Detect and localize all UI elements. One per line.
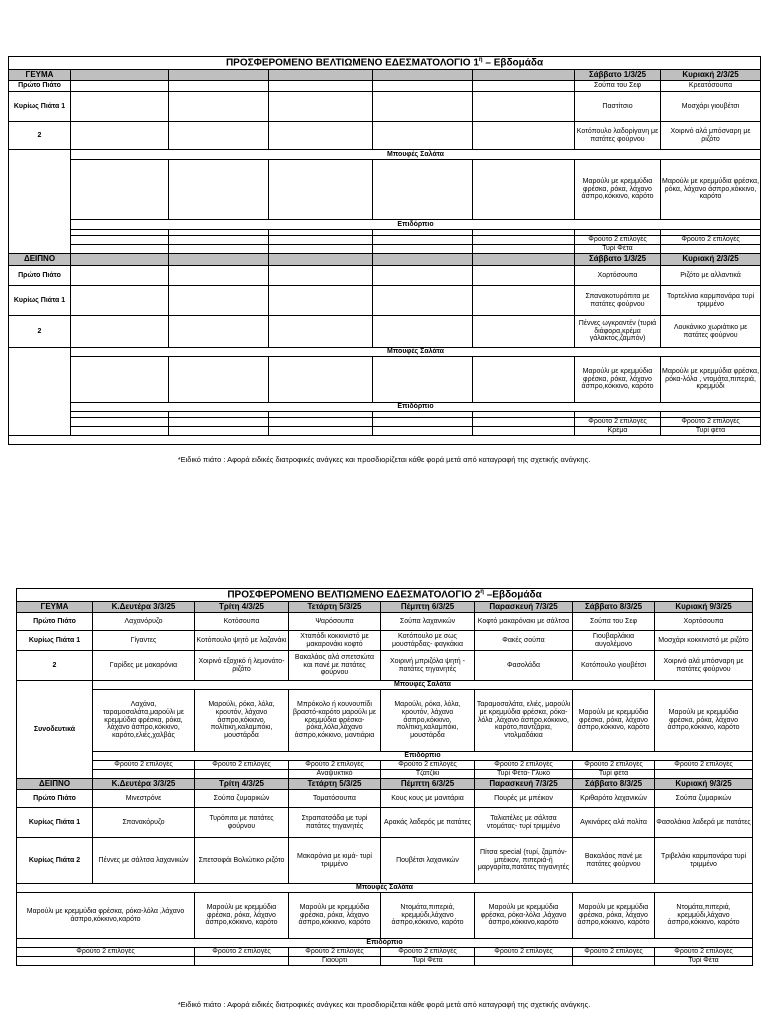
week1-dinner-header: ΔΕΙΠΝΟ Σάββατο 1/3/25 Κυριακή 2/3/25 [9,254,761,266]
week2-lunch-dessert2: Αναψυκτικό Τζατζίκι Τυρί Φέτα- Γλυκό Τυρί φέτα [17,770,753,779]
week1-dinner-dessert1: Φρούτο 2 επιλογές Φρούτο 2 επιλογές [9,418,761,427]
week1-body [9,57,761,445]
week2-title: ΠΡΟΣΦΕΡΟΜΕΝΟ ΒΕΛΤΙΩΜΕΝΟ ΕΔΕΣΜΑΤΟΛΟΓΙΟ $2^\eta$ –Εβδομάδα [17,589,753,602]
week1-dinner-salad-label: Μπουφές Σαλάτα [71,348,761,357]
week2-dinner-dessert-label: Επιδόρπιο [17,939,753,948]
week2-lunch-salad: Λαχάνα, ταραμοσαλάτα,μαρούλι με κρεμμύδια φρέσκα, ρόκα, λάχανο άσπρο,κόκκινο, καρότο,ελιές,χαλβάς Μαρούλι, ρόκα, λόλα, κρουτόν, λάχανο άσπρο,κόκκινο, πολίτικη,καλαμπόκι, μουστάρδα Μπρόκολο ή κουνουπίδι βραστό-καρότο μαρούλι με κρεμμύδια φρέσκα-ρόκα,λόλα,λάχανο άσπρο,κόκκινο, μαντιάρια Μαρούλι, ρόκα, λόλα, κρουτόν, λάχανο άσπρο,κόκκινο, πολίτικη,καλαμπόκι, μουστάρδα Ταραμοσαλάτα, ελιές, μαρούλι με κρεμμύδια φρέσκα, ρόκα-λόλα ,λάχανο άσπρο,κόκκινο, καρότο,παντζάρια, ντολμαδάκια Μαρούλι με κρεμμύδια φρέσκα, ρόκα, λάχανο άσπρο,κόκκινο, καρότο Μαρούλι με κρεμμύδια φρέσκα, ρόκα, λάχανο άσπρο,κόκκινο, καρότο [17,690,753,752]
week2-lunch-side-label: Συνοδευτικά [17,681,93,779]
week2-lunch-first: Πρώτο Πιάτο Λαχανόρυζο Κοτόσουπα Ψαρόσουπα Σούπα λαχανικών Κοφτό μακαρόνακι με σάλτσα Σούπα του Σεφ Χορτόσουπα [17,613,753,631]
week2-body [17,589,753,966]
week1-lunch-salad: Μαρούλι με κρεμμύδια φρέσκα, ρόκα, λάχανο άσπρο,κόκκινο, καρότο Μαρούλι με κρεμμύδια φρέσκα, ρόκα, λάχανο άσπρο,κόκκινο, καρότο [9,160,761,220]
week2-dinner-salad-label: Μπουφές Σαλάτα [17,884,753,893]
week2-dinner-salad: Μαρούλι με κρεμμύδια φρέσκα, ρόκα-λόλα ,λάχανο άσπρο,κόκκινο,καρότο Μαρούλι με κρεμμύδια φρέσκα, ρόκα, λάχανο άσπρο,κόκκινο, καρότο Μαρούλι με κρεμμύδια φρέσκα, ρόκα, λάχανο άσπρο,κόκκινο, καρότο Ντομάτα,πιπεριά, κρεμμύδι,λάχανο άσπρο,κόκκινο, καρότο Μαρούλι με κρεμμύδια φρέσκα, ρόκα-λόλα ,λάχανο άσπρο,κόκκινο,καρότο Μαρούλι με κρεμμύδια φρέσκα, ρόκα, λάχανο άσπρο,κόκκινο, καρότο Ντομάτα,πιπεριά, κρεμμύδι,λάχανο άσπρο,κόκκινο, καρότο [17,893,753,939]
week1-lunch-salad-label: Μπουφές Σαλάτα [71,150,761,160]
menu-table-week-1 [8,56,761,445]
week1-lunch-dessert1: Φρούτο 2 επιλογές Φρούτο 2 επιλογές [9,236,761,245]
week2-dinner-first: Πρώτο Πιάτο Μινεστρόνε Σούπα ζυμαρικών Τοματόσουπα Κους κους με μανιτάρια Πουρές με μπέικον Κριθαρότο λαχανικών Σούπα ζυμαρικών [17,790,753,808]
week1-dinner-main2: 2 Πέννες ωγκραντέν (τυριά διάφορα,κρέμα γάλακτος,ζαμπόν) Λουκάνικο χωριάτικο με πατάτες φούρνου [9,316,761,348]
week1-lunch-dessert-label: Επιδόρπιο [71,220,761,230]
week2-dinner-main1: Κυρίως Πιάτα 1 Σπανακόρυζο Τυρόπιτα με πατάτες φούρνου Στραπατσάδα με τυρί πατάτες τηγανητές Αρακάς λαδερός με πατάτες Ταλιατέλες με σάλτσα ντομάτας- τυρί τριμμένο Αγκινάρες αλά πολίτα Φασολάκια λαδερά με πατάτες [17,808,753,838]
week1-dinner-first: Πρώτο Πιάτο Χορτόσουπα Ριζότο με αλλαντικά [9,266,761,286]
week2-lunch-dessert1: Φρούτο 2 επιλογές Φρούτο 2 επιλογές Φρούτο 2 επιλογές Φρούτο 2 επιλογές Φρούτο 2 επιλογές Φρούτο 2 επιλογές Φρούτο 2 επιλογές [17,761,753,770]
week2-dinner-dessert2: Γιαούρτι Τυρί Φέτα Τυρί Φέτα [17,957,753,966]
week1-lunch-main2: 2 Κοτόπουλο λαδορίγανη με πατάτες φούρνου Χοιρινό αλά μπόσναρη με ριζότο [9,122,761,150]
week1-dinner-dessert2: Κρέμα Τυρί φέτα [9,427,761,436]
week2-lunch-dessert-label: Επιδόρπιο [93,752,753,761]
week1-footnote: *Ειδικό πιάτο : Αφορά ειδικές διατροφικές ανάγκες και προσδιορίζεται κάθε φορά μετά από καταγραφή της σχετικής ανάγκης. [177,455,591,464]
week1-dinner-salad: Μαρούλι με κρεμμύδια φρέσκα, ρόκα, λάχανο άσπρο,κόκκινο, καρότο Μαρούλι με κρεμμύδια φρέσκα, ρόκα-λόλα , ντομάτα,πιπεριά, κρεμμύδι [9,357,761,403]
week1-dinner-main1: Κυρίως Πιάτα 1 Σπανακοτυρόπιτα με πατάτες φούρνου Τορτελίνια καρμπονάρα τυρί τριμμένο [9,286,761,316]
week2-footnote: *Ειδικό πιάτο : Αφορά ειδικές διατροφικές ανάγκες και προσδιορίζεται κάθε φορά μετά από καταγραφή της σχετικής ανάγκης. [177,1000,591,1009]
week1-title: ΠΡΟΣΦΕΡΟΜΕΝΟ ΒΕΛΤΙΩΜΕΝΟ ΕΔΕΣΜΑΤΟΛΟΓΙΟ $1^\eta$ – Εβδομάδα [9,57,761,70]
week1-bottom-row [9,436,761,445]
week2-lunch-main2: 2 Γαρίδες με μακαρόνια Χοιρινό εξοχικό ή λεμονάτο- ριζότο Βακαλάος αλά σπετσιώτα και πανέ με πατάτες φούρνου Χοιρινή μπριζόλα ψητή - πατάτες τηγανητές Φασολάδα Κοτόπουλο γιουβέτσι Χοιρινό αλά μπόσναρη με πατάτες φούρνου [17,651,753,681]
week1-lunch-first: Πρώτο Πιάτο Σούπα του Σεφ Κρεατόσουπα [9,81,761,92]
week2-dinner-dessert1: Φρούτο 2 επιλογές Φρούτο 2 επιλογές Φρούτο 2 επιλογές Φρούτο 2 επιλογές Φρούτο 2 επιλογές Φρούτο 2 επιλογές Φρούτο 2 επιλογές [17,948,753,957]
week1-lunch-side-label [9,150,71,254]
week1-lunch-header: ΓΕΥΜΑ Σάββατο 1/3/25 Κυριακή 2/3/25 [9,70,761,81]
week1-dinner-side-label [9,348,71,436]
week2-lunch-main1: Κυρίως Πιάτα 1 Γίγαντες Κοτόπουλο ψητό με λαζανάκι Χταπόδι κοκκινιστό με μακαρονάκι κοφτό Κοτόπουλο με σως μουστάρδας- φαγκάκια Φακές σούπα Γιουβαρλάκια αυγολέμονο Μοσχάρι κοκκινιστό με ριζότο [17,631,753,651]
week2-dinner-main2: Κυρίως Πιάτα 2 Πέννες με σάλτσα λαχανικών Σπετσοφάι Βολιώτικο ριζότο Μακαρόνια με κιμά- τυρί τριμμένο Πουβέτσι λαχανικών Πίτσα special (τυρί, ζαμπόν-μπέικον, πιπεριά-ή μαργαρίτα,πατάτες τηγανητές Βακαλάος πανέ με πατάτες φούρνου Τριβελάκι καρμπονάρα τυρί τριμμένο [17,838,753,884]
week2-lunch-salad-label: Μπουφές Σαλάτα [93,681,753,690]
week2-dinner-header: ΔΕΙΠΝΟ Κ.Δευτέρα 3/3/25 Τρίτη 4/3/25 Τετάρτη 5/3/25 Πέμπτη 6/3/25 Παρασκευή 7/3/25 Σάββατο 8/3/25 Κυριακή 9/3/25 [17,779,753,790]
week1-lunch-dessert2: Τυρί Φέτα [9,245,761,254]
week2-lunch-header: ΓΕΥΜΑ Κ.Δευτέρα 3/3/25 Τρίτη 4/3/25 Τετάρτη 5/3/25 Πέμπτη 6/3/25 Παρασκευή 7/3/25 Σάββατο 8/3/25 Κυριακή 9/3/25 [17,602,753,613]
week1-dinner-dessert-label: Επιδόρπιο [71,403,761,412]
week1-lunch-main1: Κυρίως Πιάτα 1 Παστίτσιο Μοσχάρι γιουβέτσι [9,92,761,122]
menu-table-week-2 [16,588,753,966]
